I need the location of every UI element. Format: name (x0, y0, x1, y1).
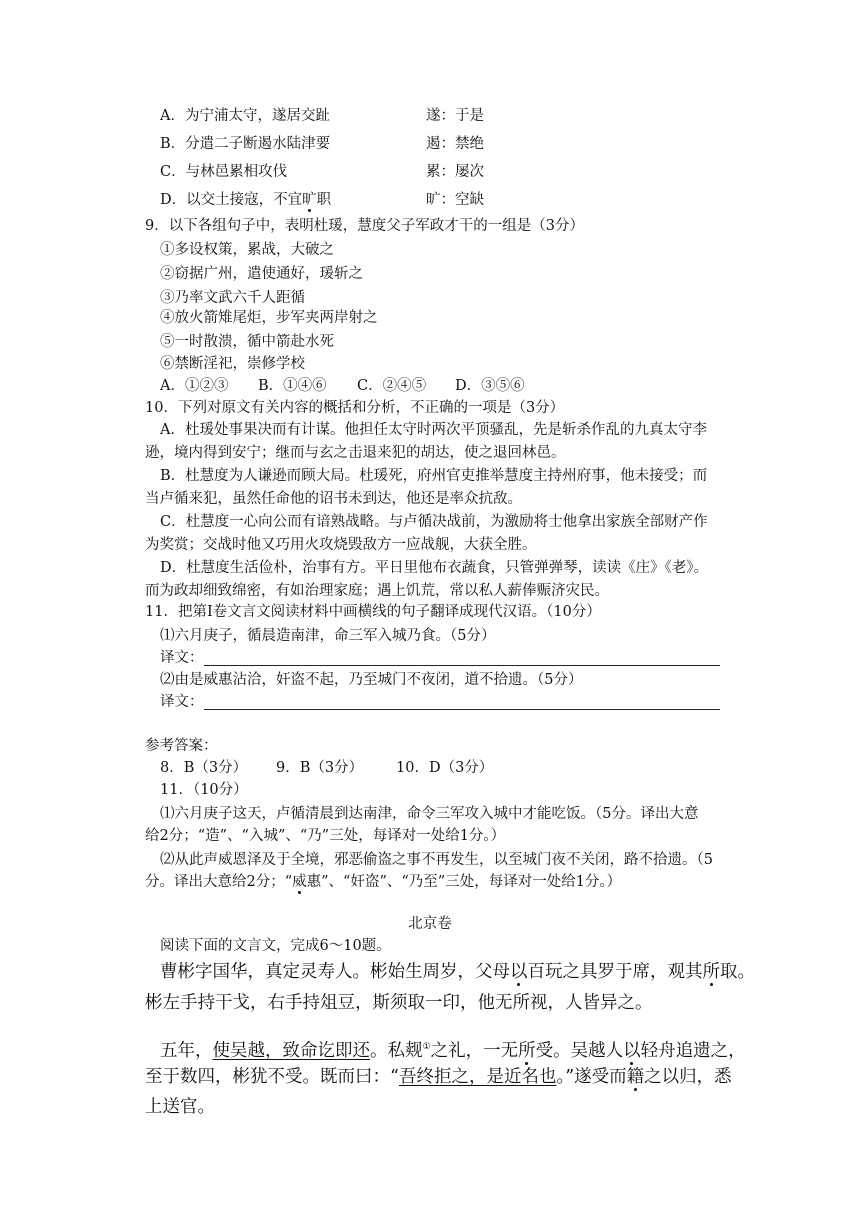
section-intro: 阅读下面的文言文，完成6～10题。 (160, 938, 391, 954)
q8-option-d (160, 190, 331, 210)
answer-11-2-cont (145, 872, 621, 892)
q10-option-c: C．杜慧度一心向公而有谙熟战略。与卢循决战前，为激励将士他拿出家族全部财产作 (160, 514, 708, 530)
emphasis-dot-char: 威 (292, 874, 307, 890)
passage-text: 之礼，一无 (430, 1040, 519, 1061)
passage-text: 。私觌 (370, 1040, 423, 1061)
answer-8: 8．B（3分） (160, 760, 248, 776)
q11-sentence-2: ⑵由是威惠沾洽，奸盗不起，乃至城门不夜闭，道不拾遗。（5分） (160, 672, 583, 688)
emphasis-dot-char: 所 (518, 1040, 536, 1061)
q10-option-c-cont: 为奖赏；交战时他又巧用火攻烧毁敌方一应战舰，大获全胜。 (145, 537, 537, 553)
q10-option-a: A．杜瑗处事果决而有计谋。他担任太守时两次平顶骚乱，先是斩杀作乱的九真太守李 (160, 422, 707, 438)
answer-blank[interactable] (204, 695, 720, 710)
passage-text: 至于数四，彬犹不受。既而曰：“ (145, 1067, 399, 1087)
q8-option-a: A．为宁浦太守，遂居交趾 (160, 108, 330, 124)
underlined-sentence: 使吴越，致命讫即还 (212, 1040, 370, 1061)
answer-9: 9．B（3分） (276, 760, 364, 776)
passage-text: 受。吴越人 (535, 1040, 624, 1061)
q10-option-b: B．杜慧度为人谦逊而顾大局。杜瑗死，府州官吏推举慧度主持州府事，他未接受；而 (160, 468, 708, 484)
q8-option-d-text: D．以交土接寇，不宜 (160, 192, 303, 208)
footnote-marker: ① (422, 1042, 431, 1052)
emphasis-dot-char: 以 (623, 1040, 641, 1061)
translation-label: 译文： (160, 694, 204, 710)
passage-para-2 (160, 1034, 746, 1064)
passage-para-1-cont: 彬左手持干戈，右手持俎豆，斯须取一印，他无所视，人皆异之。 (145, 993, 653, 1013)
q8-option-b-gloss: 遏：禁绝 (426, 136, 484, 152)
q9-item: ④放火箭雉尾炬，步军夹两岸射之 (160, 310, 378, 326)
emphasis-dot-char: 以 (510, 962, 528, 982)
passage-text: 。”遂受而 (556, 1067, 627, 1087)
q9-choice-a: A．①②③ (160, 378, 229, 394)
q8-option-c: C．与林邑累相攻伐 (160, 164, 288, 180)
answer-11-1: ⑴六月庚子这天，卢循清晨到达南津，命令三军攻入城中才能吃饭。（5分。译出大意 (160, 806, 699, 822)
emphasis-dot-char: 籍 (626, 1067, 645, 1087)
passage-para-2-end: 上送官。 (145, 1097, 215, 1117)
q8-option-b: B．分遣二子断遏水陆津要 (160, 136, 331, 152)
passage-para-1 (160, 959, 755, 985)
q11-answer-line-1 (160, 648, 720, 668)
q8-option-d-gloss: 旷：空缺 (426, 192, 484, 208)
q11-stem: 11．把第Ⅰ卷文言文阅读材料中画横线的句子翻译成现代汉语。（10分） (145, 604, 601, 620)
q8-option-c-gloss: 累：屡次 (426, 164, 484, 180)
passage-text: 曹彬字国华，真定灵寿人。彬始生周岁，父母 (160, 962, 510, 982)
answer-text: 分。译出大意给2分；“ (145, 874, 293, 890)
q8-option-d-text-end: 职 (316, 192, 332, 208)
passage-text: 百玩之具罗于席，观其 (527, 962, 703, 982)
q11-answer-line-2 (160, 692, 720, 712)
answer-blank[interactable] (204, 651, 720, 666)
q9-item: ⑥禁断淫祀，崇修学校 (160, 356, 305, 372)
q9-choice-b: B．①④⑥ (258, 378, 327, 394)
passage-text: 取。 (720, 962, 755, 982)
passage-text: 之以归，悉 (644, 1067, 732, 1087)
q10-option-d-cont: 而为政却细致绵密，有如治理家庭；遇上饥荒，常以私人薪俸赈济灾民。 (145, 583, 609, 599)
q10-option-b-cont: 当卢循来犯，虽然任命他的诏书未到达，他还是率众抗敌。 (145, 491, 522, 507)
answers-title: 参考答案： (145, 738, 218, 754)
q8-option-a-gloss: 遂：于是 (426, 108, 484, 124)
answer-11-2: ⑵从此声威恩泽及于全境，邪恶偷盗之事不再发生，以至城门夜不关闭，路不拾遗。（5 (160, 852, 713, 868)
passage-para-2-cont (145, 1064, 732, 1090)
q9-choice-d: D．③⑤⑥ (455, 378, 525, 394)
q9-stem: 9．以下各组句子中，表明杜瑗，慧度父子军政才干的一组是（3分） (145, 218, 584, 234)
emphasis-dot-char: 旷 (302, 192, 317, 208)
q10-option-a-cont: 逊，境内得到安宁；继而与玄之击退来犯的胡达，使之退回林邑。 (145, 445, 566, 461)
emphasis-dot-char: 所 (702, 962, 720, 982)
translation-label: 译文： (160, 650, 204, 666)
answer-10: 10．D（3分） (396, 760, 494, 776)
q9-item: ③乃率文武六千人距循 (160, 290, 305, 306)
q9-item: ①多设权策，累战，大破之 (160, 242, 334, 258)
q9-item: ②窃据广州，遣使通好，瑗斩之 (160, 266, 363, 282)
answer-11-1-cont: 给2分；“造”、“入城”、“乃”三处，每译对一处给1分。） (145, 828, 506, 844)
answer-text: 惠”、“奸盗”、“乃至”三处，每译对一处给1分。） (306, 874, 622, 890)
underlined-sentence: 吾终拒之，是近名也 (398, 1067, 557, 1087)
passage-text: 轻舟追遗之， (640, 1040, 746, 1061)
q9-choice-c: C．②④⑤ (357, 378, 427, 394)
section-title: 北京卷 (408, 916, 452, 932)
q10-option-d: D．杜慧度生活俭朴，治事有方。平日里他布衣蔬食，只管弹弹琴，读读《庄》《老》。 (160, 560, 709, 576)
passage-text: 五年， (160, 1040, 213, 1061)
q10-stem: 10．下列对原文有关内容的概括和分析，不正确的一项是（3分） (145, 400, 565, 416)
q9-item: ⑤一时散溃，循中箭赴水死 (160, 334, 334, 350)
answer-11-title: 11．（10分） (160, 782, 248, 798)
q11-sentence-1: ⑴六月庚子，循晨造南津，命三军入城乃食。（5分） (160, 628, 496, 644)
